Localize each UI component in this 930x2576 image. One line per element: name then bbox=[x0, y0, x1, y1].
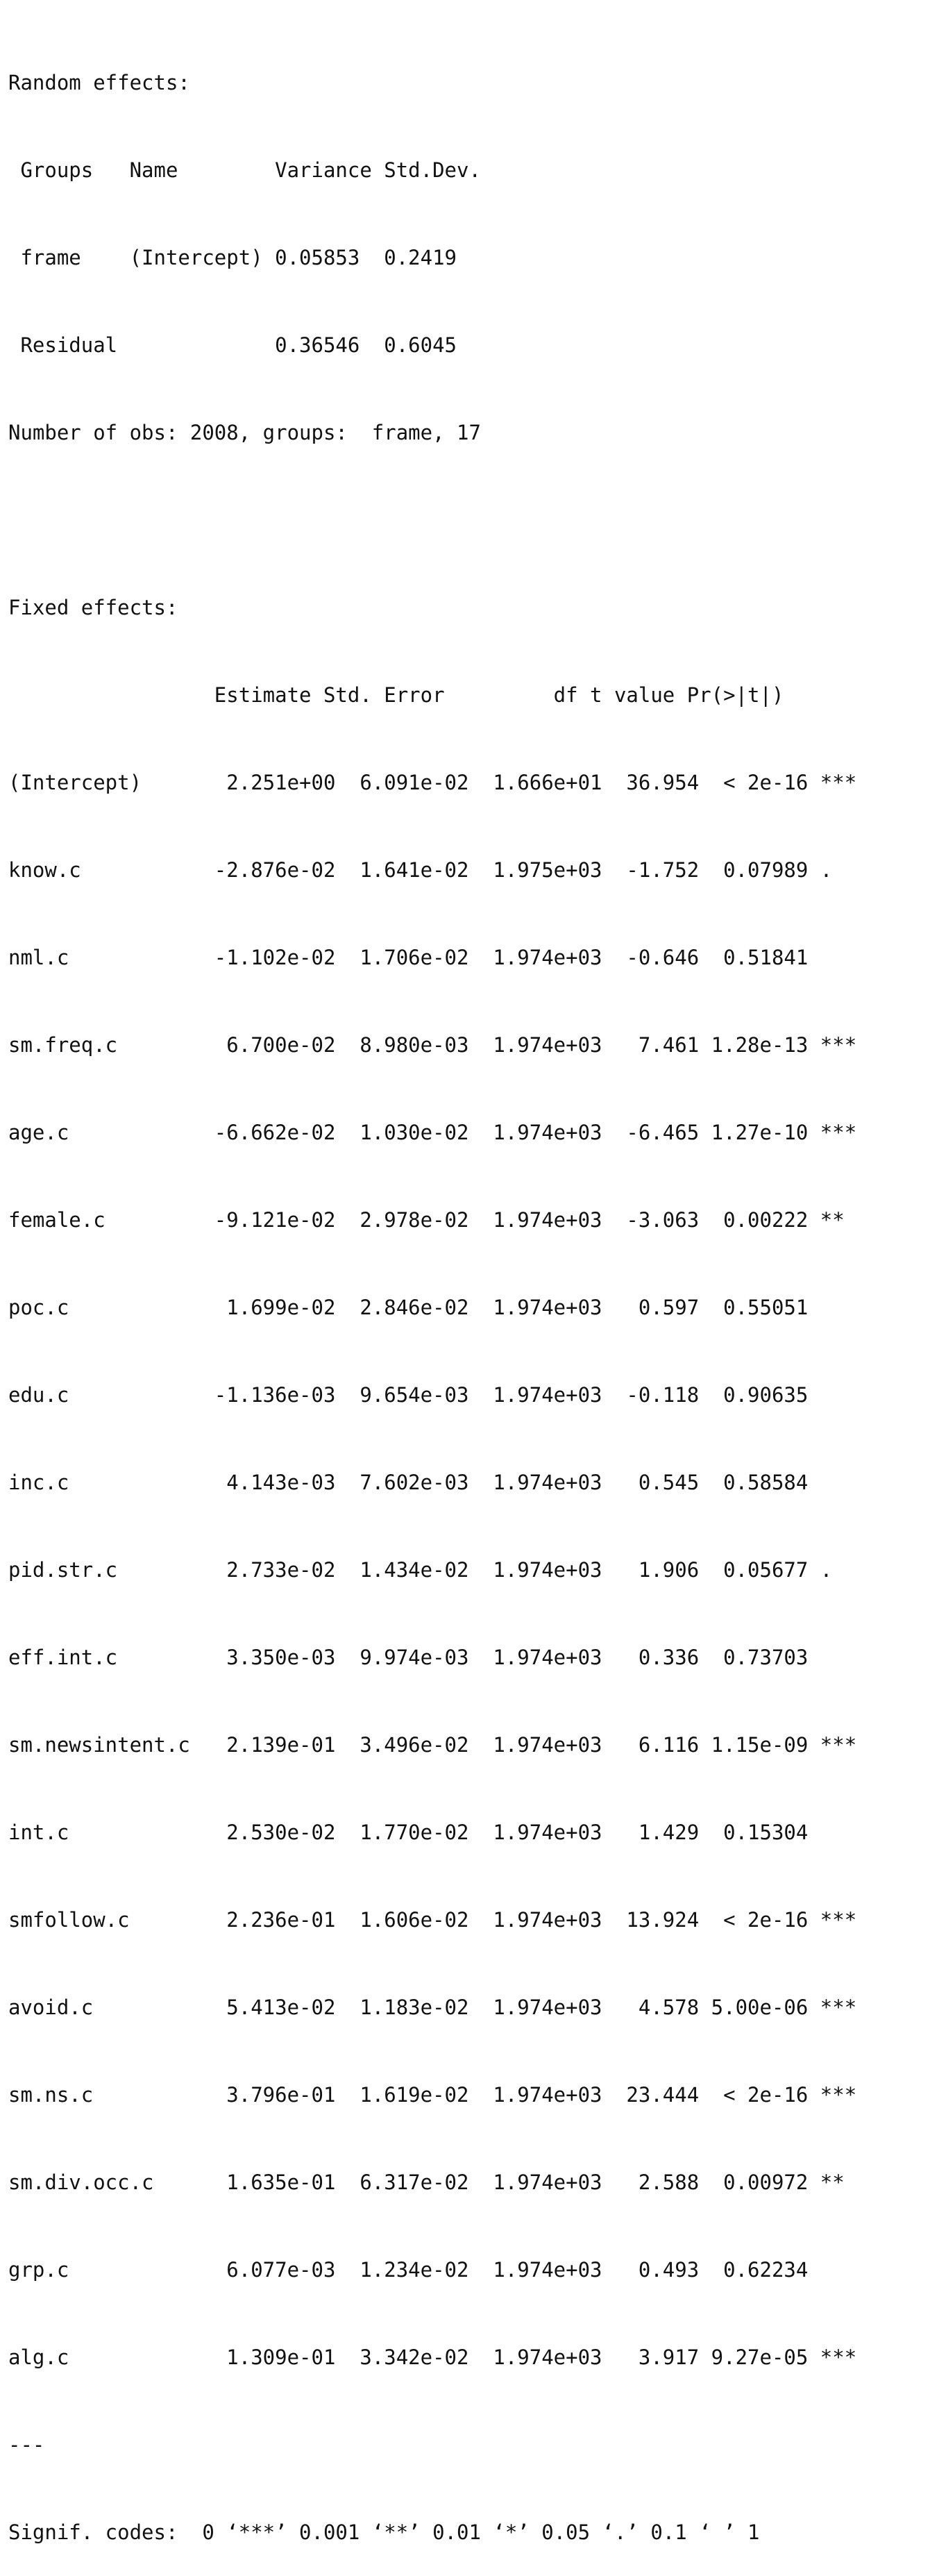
blank-line bbox=[8, 505, 856, 535]
fixed-effects-row: grp.c 6.077e-03 1.234e-02 1.974e+03 0.493 0.62234 bbox=[8, 2258, 857, 2282]
fixed-effects-row: know.c -2.876e-02 1.641e-02 1.975e+03 -1.752 0.07989 . bbox=[8, 858, 857, 882]
observations-summary: Number of obs: 2008, groups: frame, 17 bbox=[8, 421, 481, 444]
fixed-effects-row: (Intercept) 2.251e+00 6.091e-02 1.666e+01 36.954 < 2e-16 *** bbox=[8, 771, 857, 794]
fixed-effects-row: smfollow.c 2.236e-01 1.606e-02 1.974e+03 13.924 < 2e-16 *** bbox=[8, 1908, 857, 1932]
random-effects-row: frame (Intercept) 0.05853 0.2419 bbox=[8, 246, 481, 269]
fixed-effects-row: pid.str.c 2.733e-02 1.434e-02 1.974e+03 1.906 0.05677 . bbox=[8, 1558, 857, 1582]
fixed-effects-row: age.c -6.662e-02 1.030e-02 1.974e+03 -6.465 1.27e-10 *** bbox=[8, 1121, 857, 1144]
fixed-effects-row: nml.c -1.102e-02 1.706e-02 1.974e+03 -0.646 0.51841 bbox=[8, 946, 857, 969]
fixed-effects-header: Estimate Std. Error df t value Pr(>|t|) bbox=[8, 683, 833, 707]
fixed-effects-row: sm.newsintent.c 2.139e-01 3.496e-02 1.974e+03 6.116 1.15e-09 *** bbox=[8, 1733, 857, 1757]
fixed-effects-row: sm.ns.c 3.796e-01 1.619e-02 1.974e+03 23.444 < 2e-16 *** bbox=[8, 2083, 857, 2107]
fixed-effects-row: eff.int.c 3.350e-03 9.974e-03 1.974e+03 0.336 0.73703 bbox=[8, 1646, 857, 1669]
fixed-effects-row: sm.div.occ.c 1.635e-01 6.317e-02 1.974e+03 2.588 0.00972 ** bbox=[8, 2171, 857, 2194]
separator-line: --- bbox=[8, 2433, 45, 2457]
fixed-effects-row: sm.freq.c 6.700e-02 8.980e-03 1.974e+03 7.461 1.28e-13 *** bbox=[8, 1033, 857, 1057]
fixed-effects-row: edu.c -1.136e-03 9.654e-03 1.974e+03 -0.118 0.90635 bbox=[8, 1383, 857, 1407]
fixed-effects-row: female.c -9.121e-02 2.978e-02 1.974e+03 -3.063 0.00222 ** bbox=[8, 1208, 857, 1232]
random-effects-row: Residual 0.36546 0.6045 bbox=[8, 333, 481, 357]
fixed-effects-row: avoid.c 5.413e-02 1.183e-02 1.974e+03 4.578 5.00e-06 *** bbox=[8, 1996, 857, 2019]
random-effects-header: Groups Name Variance Std.Dev. bbox=[8, 158, 481, 182]
fixed-effects-row: int.c 2.530e-02 1.770e-02 1.974e+03 1.429 0.15304 bbox=[8, 1821, 857, 1844]
fixed-effects-title: Fixed effects: bbox=[8, 596, 178, 619]
fixed-effects-row: alg.c 1.309e-01 3.342e-02 1.974e+03 3.917 9.27e-05 *** bbox=[8, 2345, 857, 2369]
r-console-output bbox=[8, 10, 856, 2576]
fixed-effects-row: poc.c 1.699e-02 2.846e-02 1.974e+03 0.597 0.55051 bbox=[8, 1296, 857, 1319]
random-effects-title: Random effects: bbox=[8, 71, 190, 94]
fixed-effects-row: inc.c 4.143e-03 7.602e-03 1.974e+03 0.545 0.58584 bbox=[8, 1471, 857, 1494]
signif-codes-legend: Signif. codes: 0 ‘***’ 0.001 ‘**’ 0.01 ‘*’ 0.05 ‘.’ 0.1 ‘ ’ 1 bbox=[8, 2520, 760, 2544]
